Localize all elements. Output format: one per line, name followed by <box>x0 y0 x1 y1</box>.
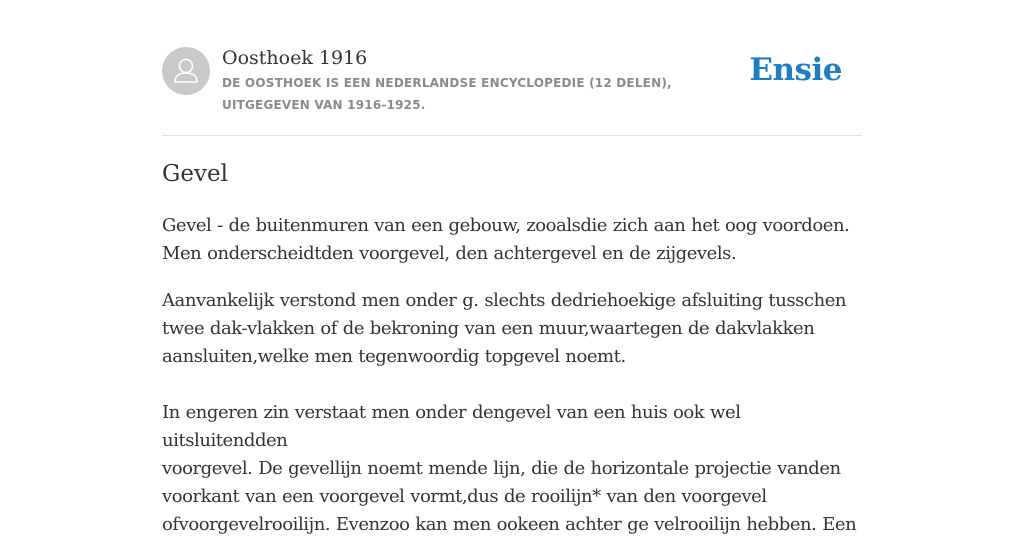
user-icon <box>162 47 210 95</box>
article-title: Gevel <box>162 161 228 187</box>
source-avatar[interactable] <box>162 47 210 95</box>
brand-logo[interactable]: Ensie <box>749 52 842 88</box>
source-title[interactable]: Oosthoek 1916 <box>222 47 368 69</box>
article-paragraph: Gevel - de buitenmuren van een gebouw, zooalsdie zich aan het oog voordoen. Men onderscheidtden voorgevel, den achtergevel en de zijgevels. <box>162 215 850 264</box>
article <box>162 158 862 539</box>
divider <box>162 135 862 136</box>
article-paragraph: Aanvankelijk verstond men onder g. slechts dedriehoekige afsluiting tusschen twee dak-vlakken of de bekroning van een muur,waartegen de dakvlakken aansluiten,welke men tegenwoordig topgevel noemt. <box>162 290 847 367</box>
article-paragraph: In engeren zin verstaat men onder dengevel van een huis ook wel uitsluitendden voorgevel. De gevellijn noemt mende lijn, die de horizontale projectie vanden voorkant van een voorgevel vormt,dus de rooilijn* van den voorgevel ofvoorgevelrooilijn. Evenzoo kan men ookeen achter ge velrooilijn hebben. Een <box>162 402 857 535</box>
source-description: DE OOSTHOEK IS EEN NEDERLANDSE ENCYCLOPEDIE (12 DELEN), UITGEGEVEN VAN 1916-1925. <box>222 76 672 112</box>
